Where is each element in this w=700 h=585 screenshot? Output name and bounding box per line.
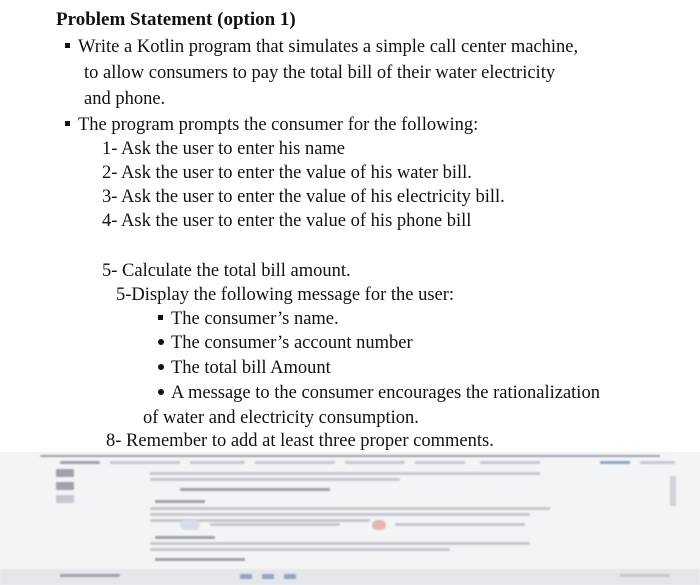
square-bullet-icon (65, 43, 70, 48)
prompt-line: The program prompts the consumer for the following: (65, 114, 478, 136)
intro-line-2: to allow consumers to pay the total bill of their water electricity (84, 63, 556, 83)
step-4: 4- Ask the user to enter the value of his phone bill (102, 211, 472, 231)
step-1: 1- Ask the user to enter his name (102, 139, 346, 159)
step-3: 3- Ask the user to enter the value of his electricity bill. (102, 187, 505, 207)
blurred-screenshot-strip (0, 452, 700, 585)
display-step: 5-Display the following message for the user: (116, 285, 455, 305)
final-step: 8- Remember to add at least three proper comments. (106, 431, 494, 451)
display-item-message-cont: of water and electricity consumption. (143, 408, 419, 428)
intro-line-3: and phone. (84, 89, 166, 109)
display-item-message: A message to the consumer encourages the rationalization (158, 382, 600, 404)
display-item-total: The total bill Amount (158, 357, 331, 379)
display-item-account: The consumer’s account number (158, 332, 413, 354)
blurred-content (0, 452, 700, 585)
intro-line-1: Write a Kotlin program that simulates a simple call center machine, (65, 36, 578, 58)
round-bullet-icon (158, 364, 164, 370)
problem-title: Problem Statement (option 1) (56, 9, 296, 30)
calc-step: 5- Calculate the total bill amount. (102, 261, 351, 281)
round-bullet-icon (158, 339, 164, 345)
step-2: 2- Ask the user to enter the value of his water bill. (102, 163, 472, 183)
taskbar (0, 569, 700, 585)
display-item-name: The consumer’s name. (158, 308, 339, 330)
square-bullet-icon (65, 121, 70, 126)
round-bullet-icon (158, 389, 164, 395)
square-bullet-icon (158, 315, 163, 320)
